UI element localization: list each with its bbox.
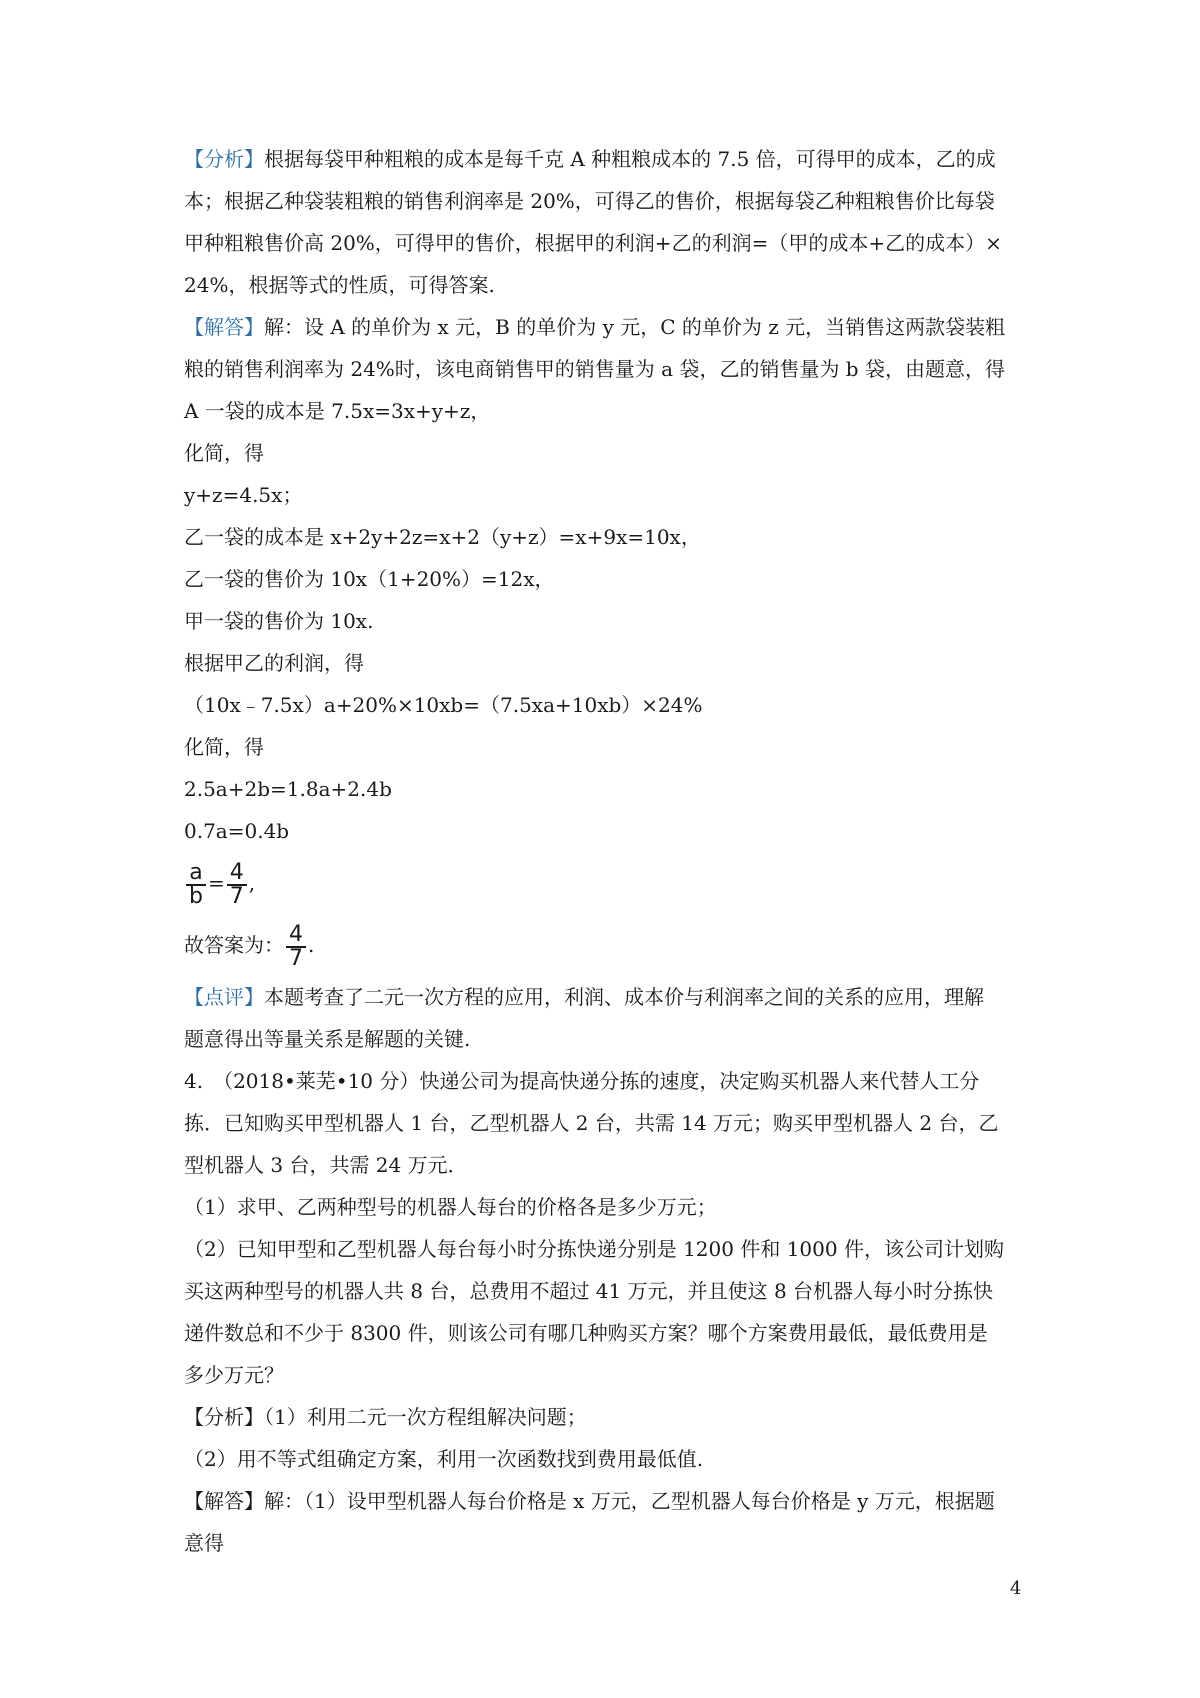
answer-tag: 【解答】 <box>184 315 264 339</box>
analysis-line-4: 24%，根据等式的性质，可得答案. <box>184 273 495 297</box>
comment-tag: 【点评】 <box>184 985 264 1009</box>
answer-line-12: 2.5a+2b=1.8a+2.4b <box>184 777 392 801</box>
fraction-a-over-b: $\frac{a}{b}$ <box>186 862 206 908</box>
answer-line-13: 0.7a=0.4b <box>184 819 290 843</box>
final-fraction: $\frac{4}{7}$ <box>286 924 306 970</box>
answer-line-6: 乙一袋的成本是 x+2y+2z=x+2（y+z）=x+9x=10x， <box>184 525 701 549</box>
answer4-line-1: 【解答】解：（1）设甲型机器人每台价格是 x 万元，乙型机器人每台价格是 y 万元，根据题 <box>184 1489 995 1513</box>
analysis4-line-1: 【分析】（1）利用二元一次方程组解决问题； <box>184 1405 587 1429</box>
question4-line-6: 买这两种型号的机器人共 8 台，总费用不超过 41 万元，并且使这 8 台机器人每小时分拣快 <box>184 1279 994 1303</box>
comment-line-1: 【点评】本题考查了二元一次方程的应用，利润、成本价与利润率之间的关系的应用，理解 <box>184 985 984 1009</box>
question4-line-1: 4. （2018•莱芜•10 分）快递公司为提高快递分拣的速度，决定购买机器人来代替人工分 <box>184 1069 980 1093</box>
answer-line-7: 乙一袋的售价为 10x（1+20%）=12x， <box>184 567 555 591</box>
answer-line-3: A 一袋的成本是 7.5x=3x+y+z， <box>184 399 491 423</box>
answer-line-4: 化简，得 <box>184 441 264 465</box>
answer-line-1: 【解答】解：设 A 的单价为 x 元，B 的单价为 y 元，C 的单价为 z 元，当销售这两款袋装粗 <box>184 315 1006 339</box>
question4-line-5: （2）已知甲型和乙型机器人每台每小时分拣快递分别是 1200 件和 1000 件，该公司计划购 <box>184 1237 1004 1261</box>
answer-line-8: 甲一袋的售价为 10x. <box>184 609 374 633</box>
question4-line-8: 多少万元？ <box>184 1363 284 1387</box>
answer-line-2: 粮的销售利润率为 24%时，该电商销售甲的销售量为 a 袋，乙的销售量为 b 袋，由题意，得 <box>184 357 1005 381</box>
analysis-line-1: 【分析】根据每袋甲种粗粮的成本是每千克 A 种粗粮成本的 7.5 倍，可得甲的成本，乙的成 <box>184 147 996 171</box>
answer-line-5: y+z=4.5x； <box>184 483 303 507</box>
analysis-tag: 【分析】 <box>184 147 264 171</box>
fraction-4-over-7: $\frac{4}{7}$ <box>227 862 247 908</box>
question4-line-2: 拣．已知购买甲型机器人 1 台，乙型机器人 2 台，共需 14 万元；购买甲型机器人 2 台，乙 <box>184 1111 999 1135</box>
answer-line-9: 根据甲乙的利润，得 <box>184 651 364 675</box>
question4-line-4: （1）求甲、乙两种型号的机器人每台的价格各是多少万元； <box>184 1195 717 1219</box>
analysis-line-3: 甲种粗粮售价高 20%，可得甲的售价，根据甲的利润+乙的利润=（甲的成本+乙的成本）× <box>184 231 1002 255</box>
analysis4-tag: 【分析】 <box>184 1405 264 1429</box>
page-number: 4 <box>1010 1578 1022 1599</box>
analysis-line-2: 本；根据乙种袋装粗粮的销售利润率是 20%，可得乙的售价，根据每袋乙种粗粮售价比每袋 <box>184 189 995 213</box>
analysis4-line-2: （2）用不等式组确定方案，利用一次函数找到费用最低值. <box>184 1447 704 1471</box>
question4-line-3: 型机器人 3 台，共需 24 万元． <box>184 1153 468 1177</box>
answer-line-10: （10x﹣7.5x）a+20%×10xb=（7.5xa+10xb）×24% <box>184 693 703 717</box>
answer4-tag: 【解答】 <box>184 1489 264 1513</box>
comment-line-2: 题意得出等量关系是解题的关键. <box>184 1027 471 1051</box>
answer-line-11: 化简，得 <box>184 735 264 759</box>
document-content <box>184 138 1030 1564</box>
ratio-equation: $\frac{a}{b}$ = $\frac{4}{7}$ , <box>184 852 1030 914</box>
final-answer: 故答案为： $\frac{4}{7}$ . <box>184 921 315 971</box>
answer4-line-2: 意得 <box>184 1531 224 1555</box>
question4-line-7: 递件数总和不少于 8300 件，则该公司有哪几种购买方案？哪个方案费用最低，最低费用是 <box>184 1321 988 1345</box>
